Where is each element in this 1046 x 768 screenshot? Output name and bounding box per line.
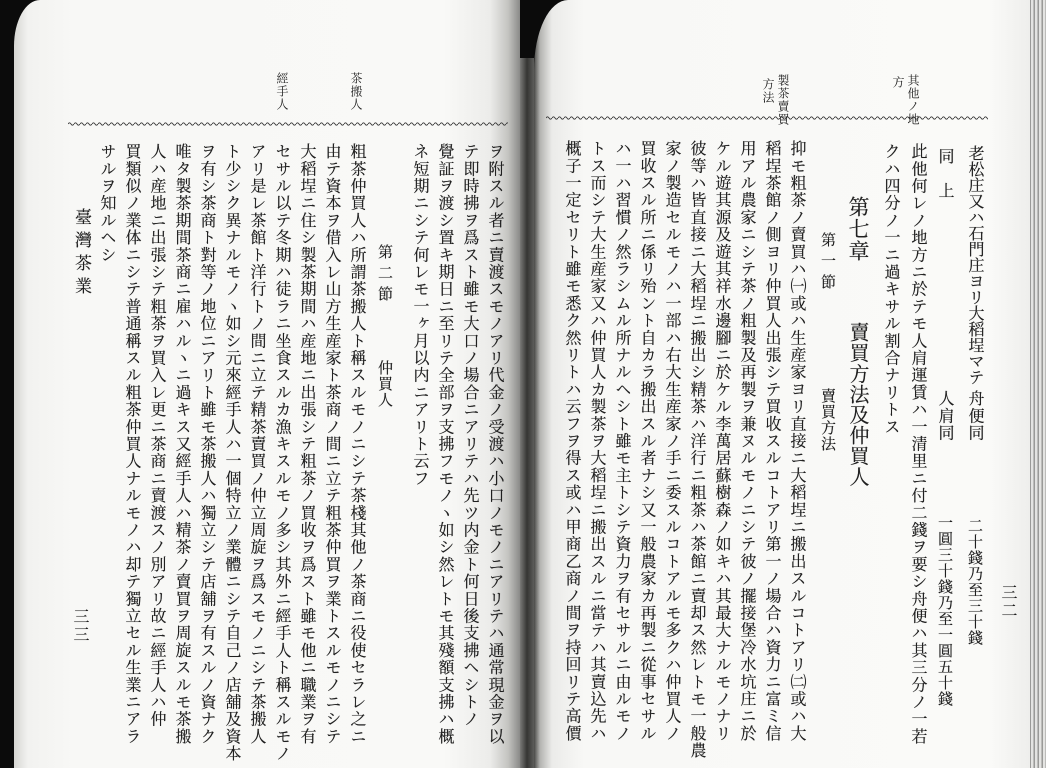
text-column: ハ一ハ習慣ノ然ラシムル所ナルヘシト雖モ主トシテ資力ヲ有セサルニ由ルモノ xyxy=(613,140,632,742)
text-column: サルヲ知ルヘシ xyxy=(98,143,117,264)
fare-amount: 一圓三十錢乃至一圓五十錢 xyxy=(936,515,954,707)
margin-note: 方法 xyxy=(761,78,775,104)
margin-note: 經手人 xyxy=(275,72,289,111)
page-number: 三二 xyxy=(999,584,1018,620)
text-column: クハ四分ノ一ニ過キサル割合ナリトス xyxy=(882,143,901,436)
section-heading-number: 第一節 xyxy=(819,232,837,295)
text-column: セサル以テ冬期ハ徒ラニ坐食スルカ漁キスルモノ多シ其外ニ經手人ト稱スルモノ xyxy=(273,143,292,763)
text-column: 買類似ノ業体ニシテ普通稱スル粗茶仲買人ナルモノハ却テ獨立セル生業ニアラ xyxy=(123,143,142,745)
chapter-heading-title: 賣買方法及仲買人 xyxy=(846,322,870,487)
text-column: 稻埕茶館ノ側ヨリ仲買人出張シテ買收スルコトアリ第一ノ場合ハ資力ニ富ミ信 xyxy=(763,140,782,742)
text-column: 用アル農家ニシテ茶ノ粗製及再製ヲ兼ヌルモノニシテ彼ノ擺接堡冷水坑庄ニ於 xyxy=(738,140,757,742)
page-edges xyxy=(1030,0,1046,768)
section-heading-title: 仲買人 xyxy=(376,360,394,408)
text-column: アリ是レ茶館ト洋行トノ間ニ立テ精茶賣買ノ仲立周旋ヲ爲スモノニシテ茶搬人 xyxy=(248,143,267,745)
section-heading-number: 第二節 xyxy=(376,244,394,307)
chapter-heading-number: 第七章 xyxy=(846,196,870,262)
running-title: 臺灣茶業 xyxy=(71,208,91,300)
text-column: 彼等ハ皆直接ニ大稻埕ニ搬出シ精茶ハ洋行ニ粗茶ハ茶館ニ賣却ス然レトモ一般農 xyxy=(688,140,707,760)
text-column: 覺証ヲ渡シ置キ期日ニ至リテ全部ヲ支拂フモノヽ如シ然レトモ其殘額支拂ハ概 xyxy=(436,143,455,745)
text-column: トス而シテ大生産家又ハ仲買人カ製茶ヲ大稻埕ニ搬出スルニ當テハ其賣込先ハ xyxy=(588,140,607,742)
text-column: 粗茶仲買人ハ所謂茶搬人ト稱スルモノニシテ茶棧其他ノ茶商ニ役使セラレ之ニ xyxy=(348,143,367,745)
text-column: ヲ有シ茶商ト對等ノ地位ニアリト雖モ茶搬人ハ獨立シテ店舖ヲ有スルノ資ナク xyxy=(198,143,217,745)
text-column: 家ノ製造セルモノハ一部ハ右大生産家ノ手ニ委スルコトアルモ多クハ仲買人ノ xyxy=(663,140,682,742)
margin-note: 其他ノ地 xyxy=(906,74,920,126)
text-column: 買收スル所ニ係リ殆ント自カラ搬出スル者ナシ又一般農家カ再製ニ從事セサル xyxy=(638,140,657,742)
margin-note: 製茶賣買 xyxy=(776,74,790,126)
text-column: 此他何レノ地方ニ於テモ人肩運賃ハ一清里ニ付二錢ヲ要シ舟便ハ其三分ノ一若 xyxy=(909,143,928,745)
gutter xyxy=(520,58,534,768)
fare-amount: 二十錢乃至三十錢 xyxy=(966,518,984,646)
text-column: 由テ資本ヲ借入レ山方生産家ト茶商ノ間ニ立テ粗茶仲買ヲ業トスルモノニシテ xyxy=(323,143,342,745)
text-column: ト少シク異ナルモノヽ如シ元來經手人ハ一個特立ノ業體ニシテ自己ノ店舖及資本 xyxy=(223,143,242,763)
text-column: ネ短期ニシテ何レモ一ヶ月以内ニアリト云フ xyxy=(411,143,430,487)
text-column: 唯タ製茶期間茶商ニ雇ハルヽニ過キス又經手人ハ精茶ノ賣買ヲ周旋スルモ茶搬 xyxy=(173,143,192,745)
section-heading-title: 賣買方法 xyxy=(819,388,837,452)
fare-mode: 舟便同 xyxy=(966,390,985,442)
fare-route: 老松庄又ハ石門庄ヨリ大稻埕マテ xyxy=(966,145,985,385)
page-number: 三三 xyxy=(71,608,90,644)
text-column: 抑モ粗茶ノ賣買ハ㈠或ハ生産家ヨリ直接ニ大稻埕ニ搬出スルコトアリ㈡或ハ大 xyxy=(788,140,807,742)
text-column: 大稻埕ニ住シ製茶期間ハ産地ニ出張シテ粗茶ノ買收ヲ爲スト雖モ他ニ職業ヲ有 xyxy=(298,143,317,745)
text-column: 人ハ産地ニ出張シテ粗茶ヲ買入レ更ニ茶商ニ賣渡スノ別アリ故ニ經手人ハ仲 xyxy=(148,143,167,728)
margin-note: 茶搬人 xyxy=(349,72,363,111)
margin-note: 方 xyxy=(891,76,905,89)
text-column: 概子一定セリト雖モ悉ク然リトハ云フヲ得ス或ハ甲商乙商ノ間ヲ持回リテ高價 xyxy=(563,140,582,742)
fare-mode: 人肩同 xyxy=(936,390,955,442)
text-column: ヲ附スル者ニ賣渡スモノアリ代金ノ受渡ハ小口ノモノニアリテハ通常現金ヲ以 xyxy=(486,143,505,745)
text-column: テ即時拂ヲ爲スト雖モ大口ノ場合ニアリテハ先ツ内金ト何日後支拂ヘシトノ xyxy=(461,143,480,728)
fare-route: 同 上 xyxy=(936,148,955,200)
text-column: ケル遊其源及遊其祥水邊腳ニ於ケル李萬居蘇樹森ノ如キハ其最大ナルモノナリ xyxy=(713,140,732,742)
